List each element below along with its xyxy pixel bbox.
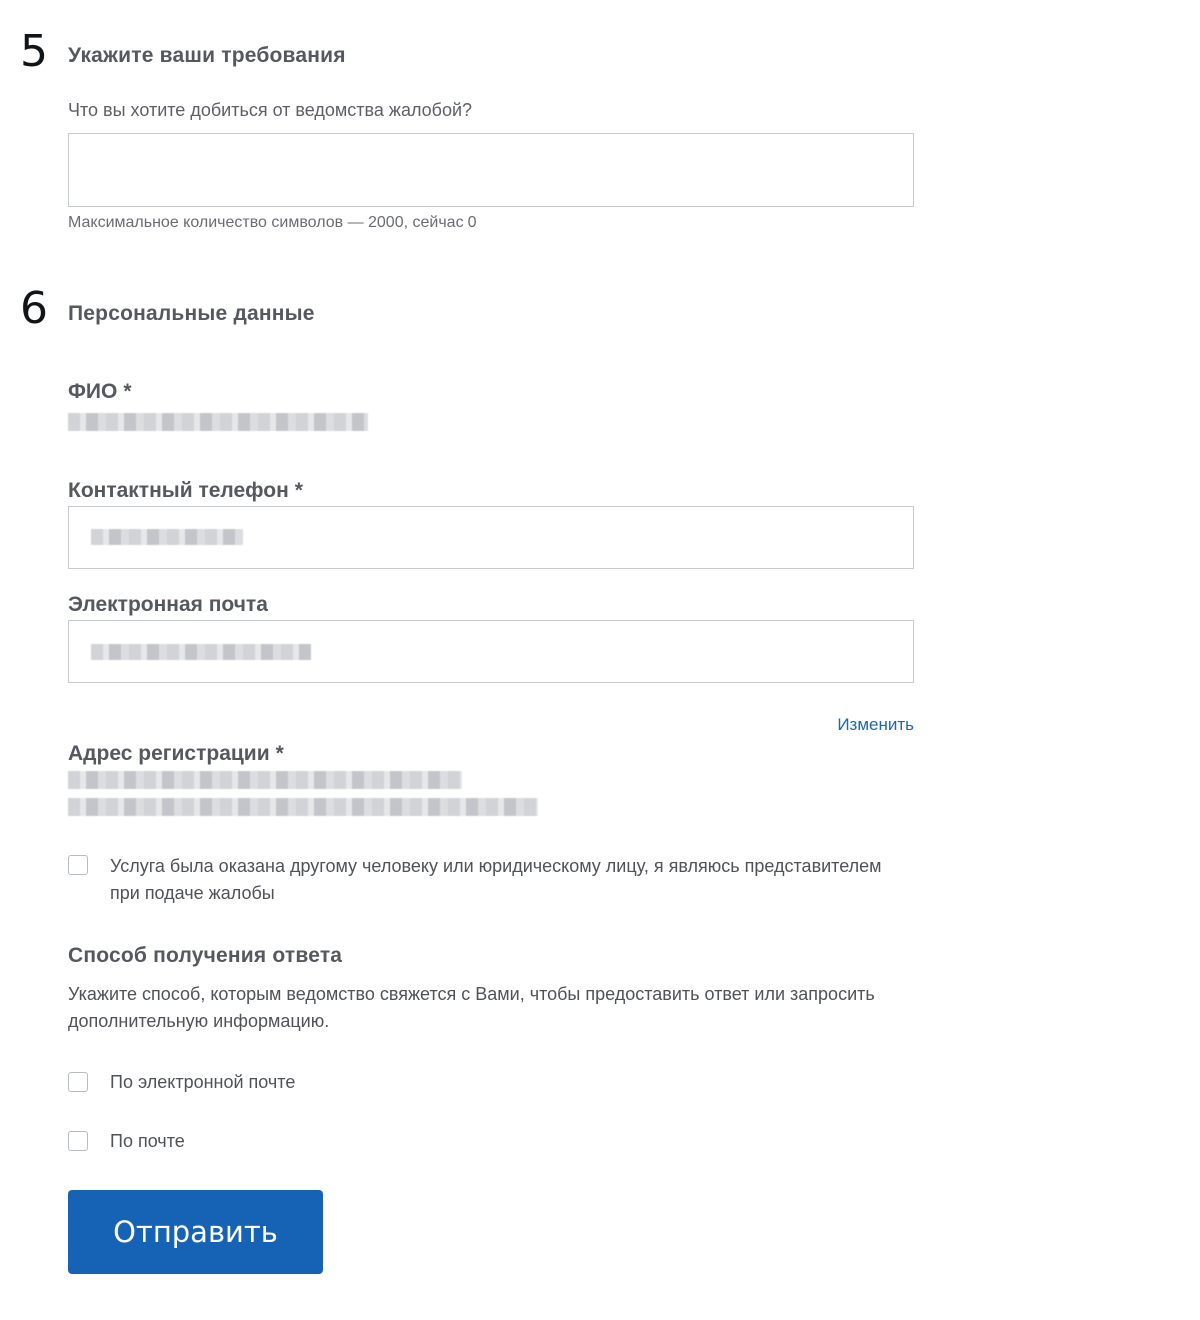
requirements-textarea[interactable] <box>68 133 914 207</box>
section-title-requirements: Укажите ваши требования <box>68 44 346 67</box>
step-number-6: 6 <box>20 283 48 334</box>
address-line2-redacted <box>68 798 538 816</box>
fio-label <box>68 380 132 404</box>
phone-value-redacted <box>91 529 243 545</box>
step-number-5: 5 <box>20 26 48 77</box>
representative-checkbox[interactable] <box>68 855 88 875</box>
email-response-checkbox[interactable] <box>68 1072 88 1092</box>
phone-label-text: Контактный телефон <box>68 479 289 502</box>
char-count-hint <box>68 214 476 232</box>
address-label <box>68 742 284 766</box>
submit-button[interactable]: Отправить <box>68 1190 323 1274</box>
email-input[interactable] <box>68 620 914 683</box>
address-label-text: Адрес регистрации <box>68 742 270 765</box>
representative-checkbox-label[interactable]: Услуга была оказана другому человеку или юридическому лицу, я являюсь представителем при подаче жалобы <box>110 856 882 903</box>
post-response-checkbox[interactable] <box>68 1131 88 1151</box>
fio-value-redacted <box>68 413 368 431</box>
required-mark: * <box>123 380 132 403</box>
email-value-redacted <box>91 644 311 660</box>
required-mark: * <box>294 479 303 502</box>
phone-label <box>68 479 303 503</box>
requirements-question: Что вы хотите добиться от ведомства жалобой? <box>68 100 473 120</box>
char-count-hint-text: Максимальное количество символов — 2000, сейчас <box>68 214 464 231</box>
email-response-label[interactable]: По электронной почте <box>110 1072 296 1092</box>
fio-label-text: ФИО <box>68 380 118 403</box>
response-method-description: Укажите способ, которым ведомство свяжется с Вами, чтобы предоставить ответ или запросить дополнительную информацию. <box>68 984 875 1031</box>
change-address-link[interactable]: Изменить <box>837 715 914 734</box>
address-line1-redacted <box>68 771 462 789</box>
required-mark: * <box>275 742 284 765</box>
phone-input[interactable] <box>68 506 914 569</box>
section-title-personal-data: Персональные данные <box>68 302 315 325</box>
response-method-title: Способ получения ответа <box>68 944 343 967</box>
post-response-label[interactable]: По почте <box>110 1131 185 1151</box>
char-count-value: 0 <box>467 214 477 231</box>
email-label: Электронная почта <box>68 593 268 616</box>
